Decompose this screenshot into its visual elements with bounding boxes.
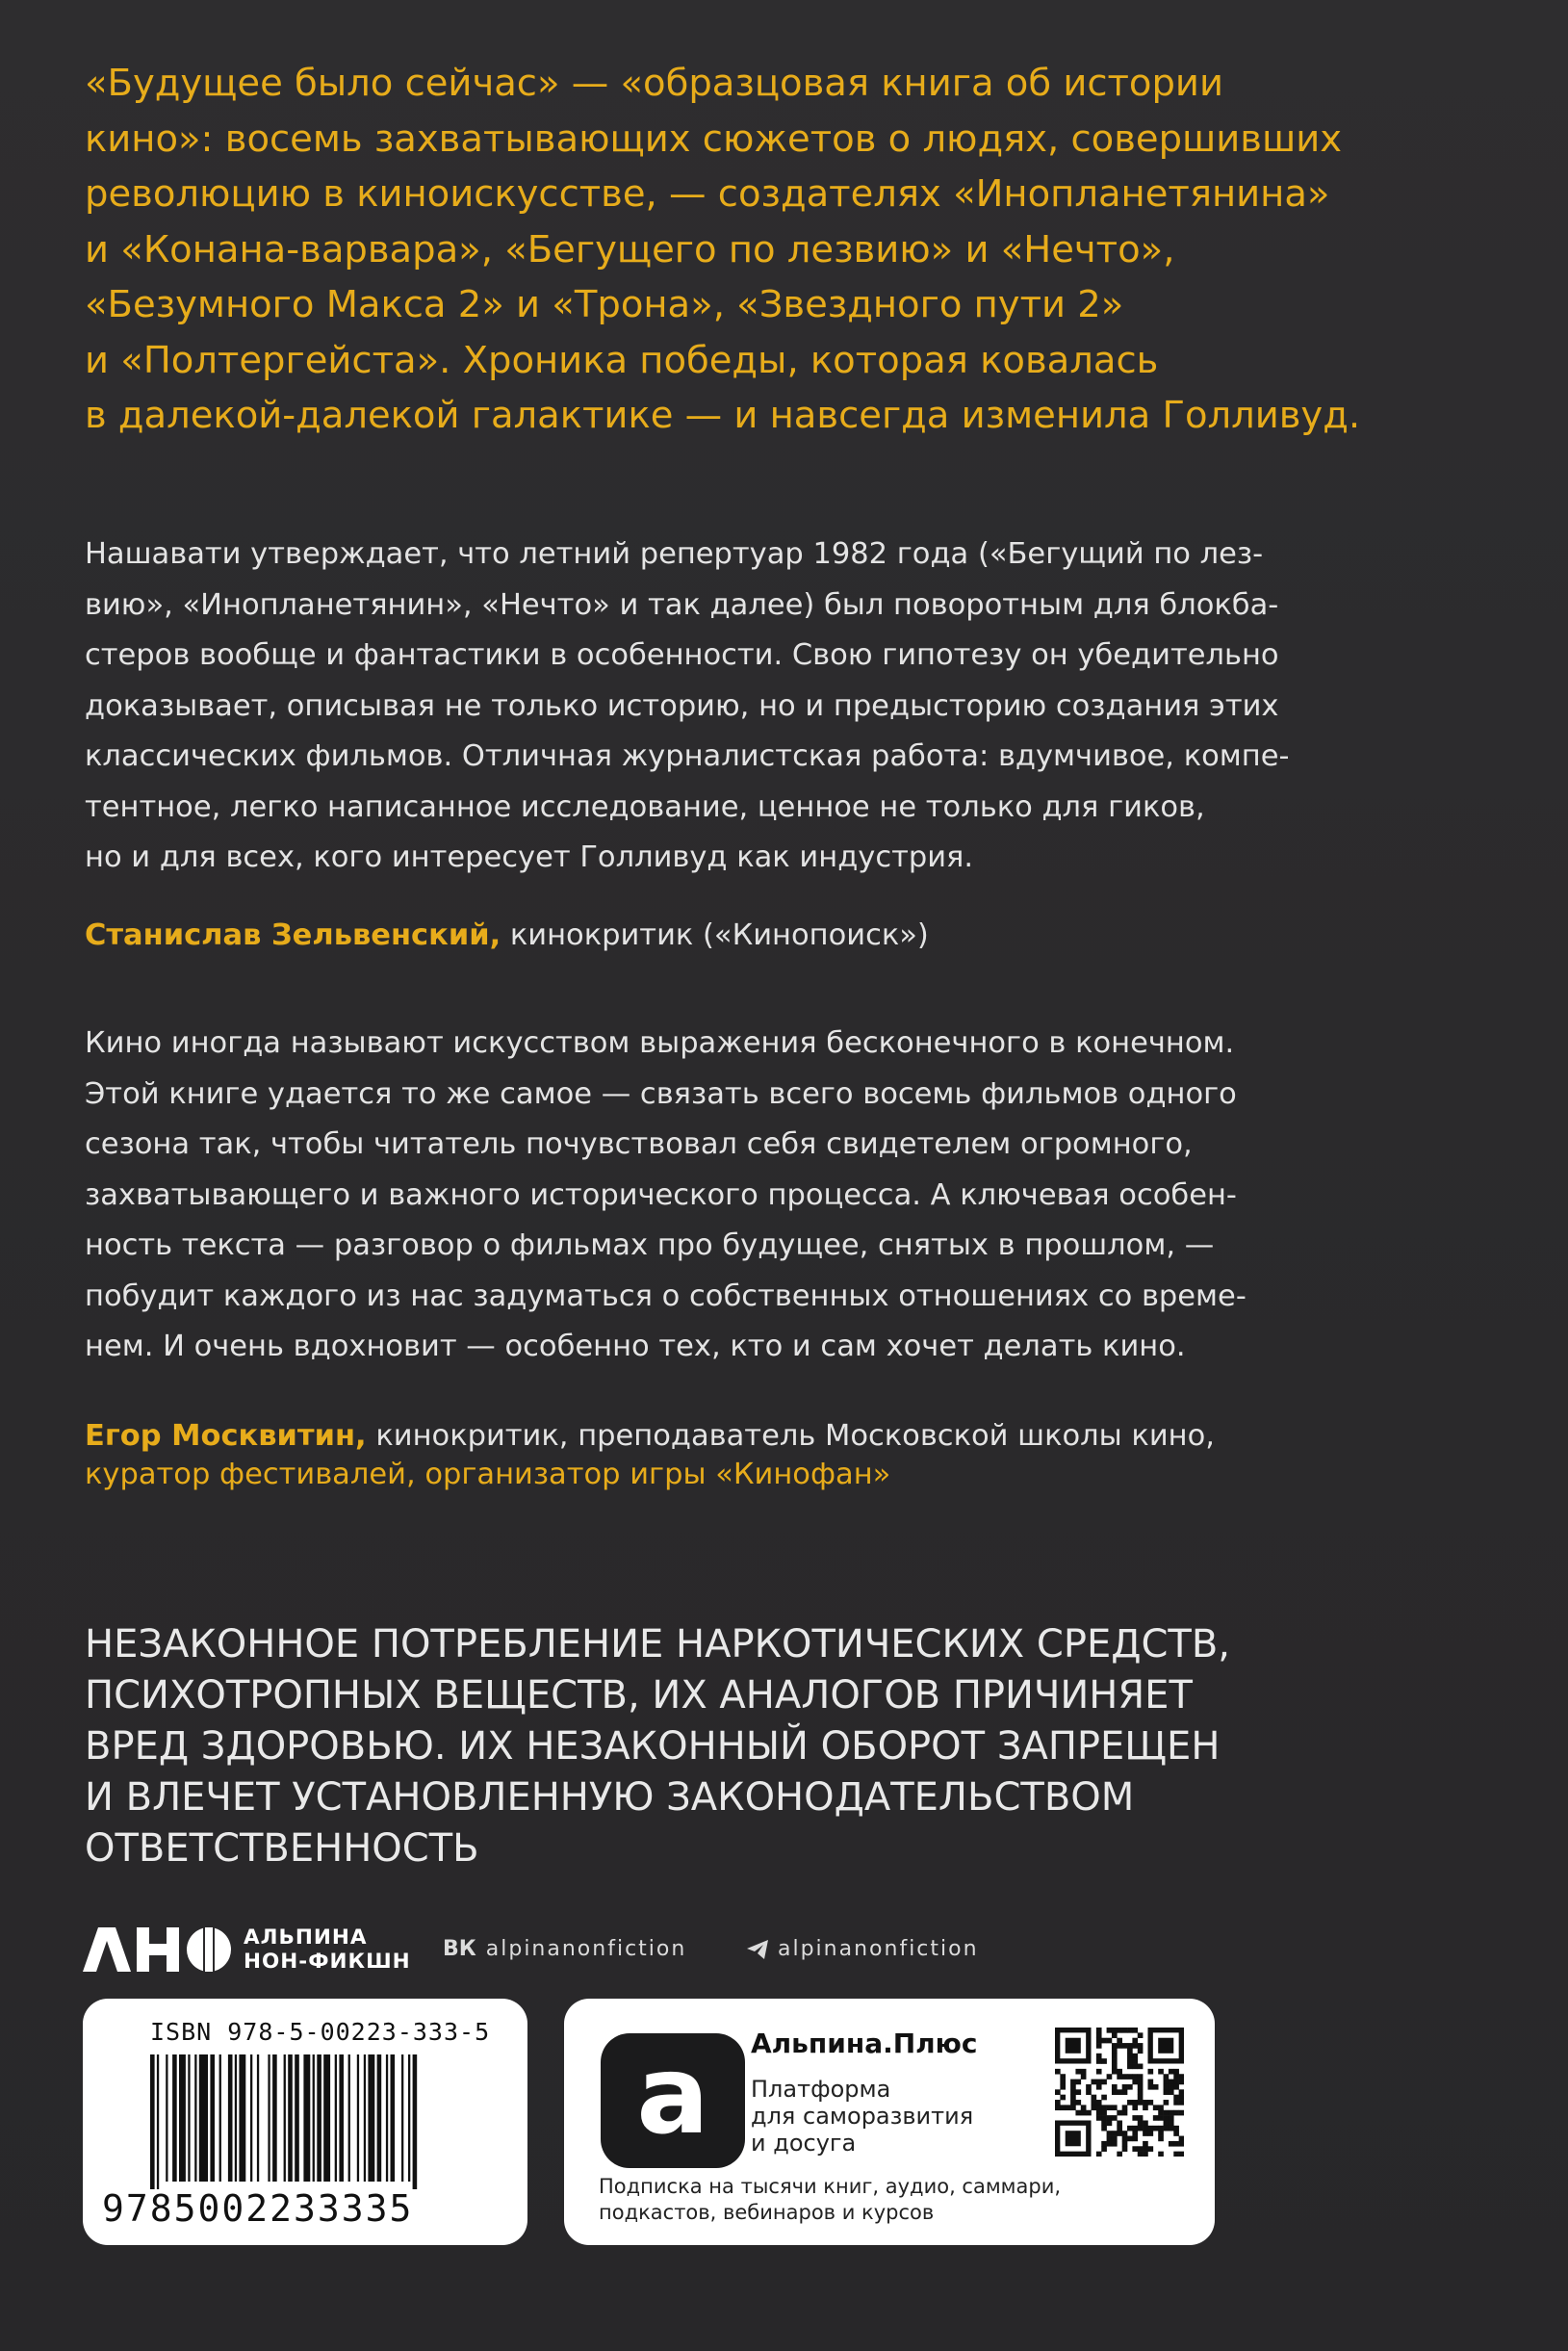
reviewer-role-continued: куратор фестивалей, организатор игры «Кинофан» xyxy=(85,1458,891,1491)
review-quote-1 xyxy=(85,530,1509,884)
warning-line: НЕЗАКОННОЕ ПОТРЕБЛЕНИЕ НАРКОТИЧЕСКИХ СРЕДСТВ, xyxy=(85,1622,1230,1666)
vk-icon: ВК xyxy=(443,1937,476,1961)
quote-line: нем. И очень вдохновит — особенно тех, кто и сам хочет делать кино. xyxy=(85,1330,1186,1363)
lead-blurb xyxy=(85,56,1509,444)
publisher-name xyxy=(244,1925,411,1974)
lead-line: кино»: восемь захватывающих сюжетов о людях, совершивших xyxy=(85,116,1343,161)
reviewer-role: кинокритик, преподаватель Московской школы кино, xyxy=(375,1419,1215,1453)
isbn-barcode-card xyxy=(83,1999,527,2245)
app-icon-letter: a xyxy=(636,2033,709,2158)
plus-title: Альпина.Плюс xyxy=(751,2028,978,2059)
lead-line: в далекой-далекой галактике — и навсегда изменила Голливуд. xyxy=(85,394,1361,437)
lead-line: «Безумного Макса 2» и «Трона», «Звездного пути 2» xyxy=(85,283,1124,326)
plus-description-line: подкастов, вебинаров и курсов xyxy=(599,2201,935,2224)
publisher-row xyxy=(83,1924,1334,1977)
publisher-name-line1: АЛЬПИНА xyxy=(244,1925,368,1950)
telegram-link[interactable] xyxy=(747,1937,979,1961)
warning-line: ВРЕД ЗДОРОВЬЮ. ИХ НЕЗАКОННЫЙ ОБОРОТ ЗАПРЕЩЕН xyxy=(85,1724,1221,1769)
plus-subtitle-line: Платформа xyxy=(751,2076,891,2103)
lead-line: и «Конана-варвара», «Бегущего по лезвию» и «Нечто», xyxy=(85,227,1175,271)
publisher-logo-mark xyxy=(83,1927,233,1972)
warning-line: ПСИХОТРОПНЫХ ВЕЩЕСТВ, ИХ АНАЛОГОВ ПРИЧИНЯЕТ xyxy=(85,1673,1193,1718)
attribution-line xyxy=(85,1417,1509,1456)
alpina-plus-card xyxy=(564,1999,1215,2245)
legal-warning xyxy=(85,1619,1509,1874)
quote-line: захватывающего и важного исторического процесса. А ключевая особен- xyxy=(85,1177,1237,1212)
alpina-plus-app-icon xyxy=(601,2033,745,2168)
vk-handle: alpinanonfiction xyxy=(485,1937,687,1961)
quote-line: тентное, легко написанное исследование, ценное не только для гиков, xyxy=(85,789,1205,824)
plus-subtitle xyxy=(751,2076,973,2157)
reviewer-name: Егор Москвитин, xyxy=(85,1419,367,1453)
barcode xyxy=(150,2054,497,2189)
review-attribution-2 xyxy=(85,1417,1509,1494)
lead-line: революцию в киноискусстве, — создателях «Инопланетянина» xyxy=(85,172,1330,216)
quote-line: побудит каждого из нас задуматься о собственных отношениях со време- xyxy=(85,1279,1247,1313)
reviewer-name: Станислав Зельвенский, xyxy=(85,918,501,952)
lead-line: и «Полтергейста». Хроника победы, которая ковалась xyxy=(85,338,1159,382)
plus-description-line: Подписка на тысячи книг, аудио, саммари, xyxy=(599,2175,1062,2198)
quote-line: стеров вообще и фантастики в особенности. Свою гипотезу он убедительно xyxy=(85,638,1279,672)
quote-line: Кино иногда называют искусством выражения бесконечного в конечном. xyxy=(85,1026,1235,1060)
telegram-handle: alpinanonfiction xyxy=(778,1937,979,1961)
plus-description xyxy=(599,2174,1061,2226)
attribution-line xyxy=(85,917,1509,955)
warning-line: ОТВЕТСТВЕННОСТЬ xyxy=(85,1826,479,1871)
publisher-name-line2: НОН-ФИКШН xyxy=(244,1950,411,1974)
telegram-icon xyxy=(747,1940,768,1959)
quote-line: доказывает, описывая не только историю, но и предысторию создания этих xyxy=(85,688,1279,723)
vk-link[interactable] xyxy=(443,1937,686,1961)
quote-line: сезона так, чтобы читатель почувствовал себя свидетелем огромного, xyxy=(85,1127,1193,1161)
qr-code[interactable] xyxy=(1055,2028,1184,2157)
ean-number: 9785002233335 xyxy=(102,2187,414,2230)
quote-line: Нашавати утверждает, что летний репертуар 1982 года («Бегущий по лез- xyxy=(85,537,1264,571)
lead-line: «Будущее было сейчас» — «образцовая книга об истории xyxy=(85,62,1223,105)
quote-line: классических фильмов. Отличная журналистская работа: вдумчивое, компе- xyxy=(85,739,1290,773)
quote-line: ность текста — разговор о фильмах про будущее, снятых в прошлом, — xyxy=(85,1228,1215,1262)
quote-line: Этой книге удается то же самое — связать всего восемь фильмов одного xyxy=(85,1076,1237,1111)
quote-line: но и для всех, кого интересует Голливуд как индустрия. xyxy=(85,840,974,874)
plus-subtitle-line: и досуга xyxy=(751,2130,857,2157)
review-quote-2 xyxy=(85,1019,1509,1373)
isbn-label: ISBN 978-5-00223-333-5 xyxy=(150,2018,491,2046)
reviewer-role: кинокритик («Кинопоиск») xyxy=(509,918,929,952)
quote-line: вию», «Инопланетянин», «Нечто» и так далее) был поворотным для блокба- xyxy=(85,587,1279,622)
plus-subtitle-line: для саморазвития xyxy=(751,2103,974,2130)
warning-line: И ВЛЕЧЕТ УСТАНОВЛЕННУЮ ЗАКОНОДАТЕЛЬСТВОМ xyxy=(85,1775,1135,1820)
review-attribution-1 xyxy=(85,917,1509,955)
